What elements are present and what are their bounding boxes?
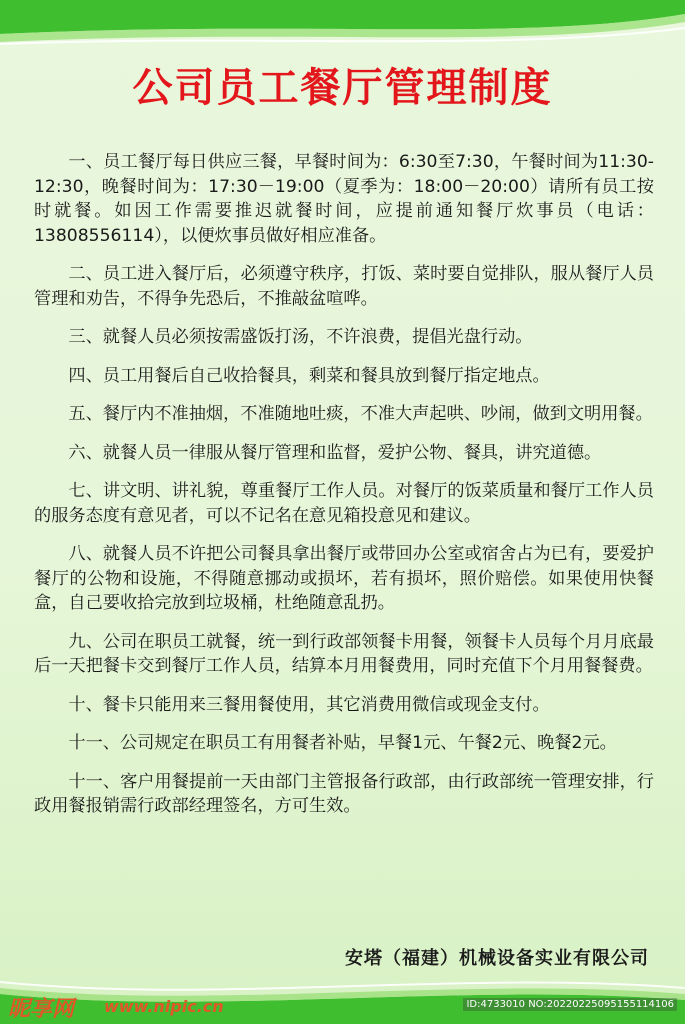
watermark-logo: 昵享网 — [8, 997, 75, 1022]
company-signature: 安塔（福建）机械设备实业有限公司 — [345, 948, 649, 969]
rule-5: 五、餐厅内不准抽烟，不准随地吐痰，不准大声起哄、吵闹，做到文明用餐。 — [68, 404, 653, 424]
rule-9: 九、公司在职员工就餐，统一到行政部领餐卡用餐，领餐卡人员每个月月底最后一天把餐卡交到餐厅工作人员，结算本月用餐费用，同时充值下个月用餐餐费。 — [34, 631, 654, 676]
rule-6: 六、就餐人员一律服从餐厅管理和监督，爱护公物、餐具，讲究道德。 — [68, 442, 602, 463]
rule-4: 四、员工用餐后自己收拾餐具，剩菜和餐具放到餐厅指定地点。 — [68, 365, 550, 386]
rule-10: 十、餐卡只能用来三餐用餐使用，其它消费用微信或现金支付。 — [68, 694, 550, 715]
rule-3: 三、就餐人员必须按需盛饭打汤，不许浪费，提倡光盘行动。 — [68, 327, 533, 347]
regulation-body — [34, 150, 654, 833]
rule-1: 一、员工餐厅每日供应三餐，早餐时间为：6:30至7:30，午餐时间为11:30-12:30，晚餐时间为：17:30－19:00（夏季为：18:00－20:00）请所有员工按时就餐。如因工作需要推迟就餐时间，应提前通知餐厅炊事员（电话：13808556114），以便炊事员做好相应准备。 — [34, 152, 654, 246]
rule-8: 八、就餐人员不许把公司餐具拿出餐厅或带回办公室或宿舍占为已有，要爱护餐厅的公物和设施，不得随意挪动或损坏，若有损坏，照价赔偿。如果使用快餐盒，自己要收拾完放到垃圾桶，杜绝随意乱扔。 — [34, 544, 654, 613]
watermark-id: ID:4733010 NO:20220225095155114106 — [463, 998, 677, 1011]
rule-2: 二、员工进入餐厅后，必须遵守秩序，打饭、菜时要自觉排队，服从餐厅人员管理和劝告，不得争先恐后，不推敲盆喧哗。 — [34, 264, 654, 309]
page-title: 公司员工餐厅管理制度 — [132, 65, 553, 111]
bottom-decorative-band — [0, 964, 685, 1024]
watermark-url: www.nipic.cn — [104, 997, 224, 1016]
rule-7: 七、讲文明、讲礼貌，尊重餐厅工作人员。对餐厅的饭菜质量和餐厅工作人员的服务态度有意见者，可以不记名在意见箱投意见和建议。 — [34, 481, 654, 526]
top-decorative-band — [0, 0, 685, 60]
rule-12: 十一、客户用餐提前一天由部门主管报备行政部，由行政部统一管理安排，行政用餐报销需行政部经理签名，方可生效。 — [34, 771, 654, 816]
rule-11: 十一、公司规定在职员工有用餐者补贴，早餐1元、午餐2元、晚餐2元。 — [68, 733, 617, 753]
